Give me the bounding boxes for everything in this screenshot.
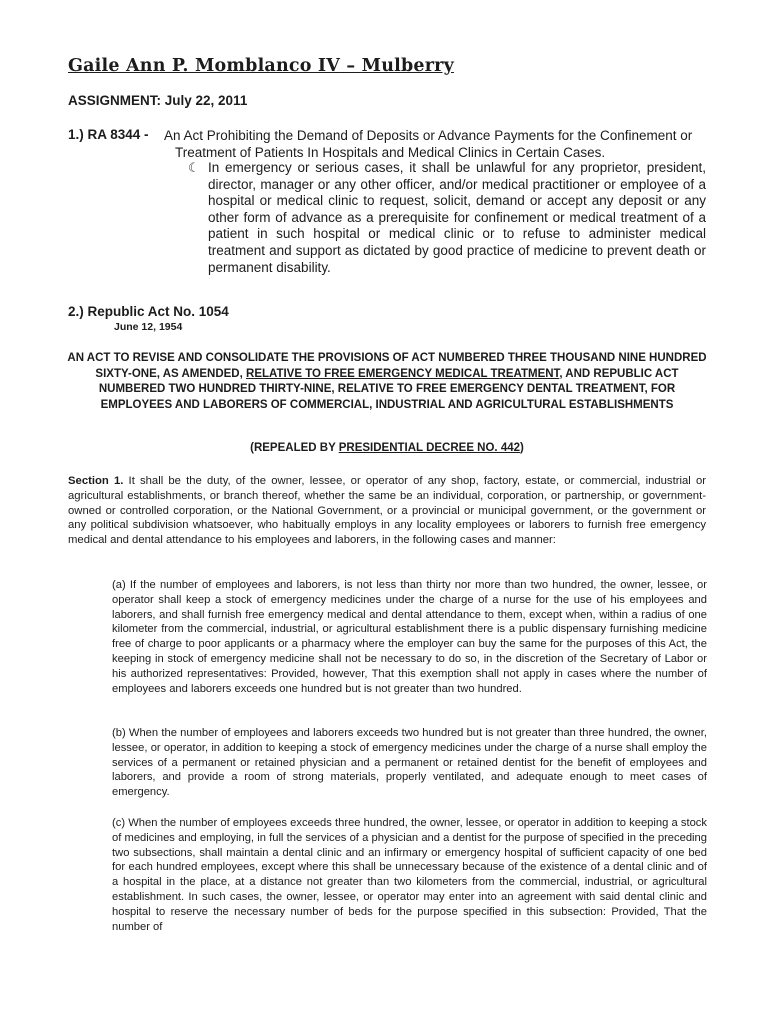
act-title-part1: AN ACT TO REVISE AND CONSOLIDATE THE PROVISIONS OF ACT NUMBERED THREE THOUSAND NINE HUNDRED SIXTY-ONE, AS AMENDED,	[67, 352, 707, 380]
author-heading	[68, 56, 454, 76]
item1-title-line2: Treatment of Patients In Hospitals and Medical Clinics in Certain Cases.	[175, 145, 606, 160]
author-separator: –	[340, 56, 362, 76]
repealed-decree: PRESIDENTIAL DECREE NO. 442	[338, 442, 521, 454]
section1-label: Section 1.	[68, 475, 124, 487]
item2-label: 2.) Republic Act No. 1054	[68, 304, 229, 319]
item1-bullet-text: In emergency or serious cases, it shall be unlawful for any proprietor, president, director, manager or any other officer, and/or medical practitioner or employee of a hospital or medical clinic to request, solicit, demand or accept any deposit or any other form of advance as a prerequisite for confinement or medical treatment of a patient in such hospital or medical clinic or to refuse to administer medical treatment and support as dictated by good practice of medicine to prevent death or permanent disability.	[208, 160, 706, 275]
author-heading-underlined	[68, 56, 454, 76]
subsection-b: (b) When the number of employees and laborers exceeds two hundred but is not greater than three hundred, the owner, lessee, or operator, in addition to keeping a stock of emergency medicines under the charge of a nurse shall employ the services of a permanent or retained physician and a permanent or retained dentist for the benefit of employees and laborers, and provide a room of strong materials, properly ventilated, and adequate enough to meet cases of emergency.	[112, 727, 707, 799]
repealed-suffix: )	[520, 442, 524, 454]
bullet-icon: ☾	[188, 160, 200, 175]
item1-title	[164, 127, 724, 161]
item1-label: 1.) RA 8344 -	[68, 127, 149, 142]
act-title-part2: , AND REPUBLIC ACT NUMBERED TWO HUNDRED THIRTY-NINE, RELATIVE TO FREE EMERGENCY DENTAL TREATMENT, FOR EMPLOYEES AND LABORERS OF COMMERCIAL, INDUSTRIAL AND AGRICULTURAL ESTABLISHMENTS	[98, 367, 679, 411]
section-name: Mulberry	[361, 56, 454, 76]
section1-paragraph	[68, 474, 706, 548]
subsection-a: (a) If the number of employees and laborers, is not less than thirty nor more than two hundred, the owner, lessee, or operator shall keep a stock of emergency medicines under the charge of a nurse for the use of his employees and laborers, and shall furnish free emergency medical and dental attendance to them, except when, within a radius of one kilometer from the commercial, industrial, or agricultural establishment there is a public dispensary furnishing medicine free of charge to poor applicants or a pharmacy where the employer can buy the same for the purposes of this Act, the keeping in stock of emergency medicine shall not be necessary to do so, in the discretion of the Secretary of Labor or his authorized representatives: Provided, however, That this exemption shall not apply in cases where the number of employees and laborers exceeds one hundred but is not greater than two hundred.	[112, 579, 707, 695]
repealed-prefix: (REPEALED BY	[250, 442, 339, 454]
assignment-date: ASSIGNMENT: July 22, 2011	[68, 93, 248, 108]
act-title	[64, 351, 710, 413]
subsection-c: (c) When the number of employees exceeds three hundred, the owner, lessee, or operator in addition to keeping a stock of medicines and employing, in full the services of a physician and a dentist for the purpose of specified in the preceding two subsections, shall maintain a dental clinic and an infirmary or emergency hospital of sufficient capacity of one bed for each hundred employees, except where this shall be unnecessary because of the existence of a dental clinic and of a hospital in the place, at a distance not greater than two kilometers from the commercial, industrial, or agricultural establishment. In such cases, the owner, lessee, or operator may enter into an agreement with said dental clinic and hospital to reserve the necessary number of beds for the purpose specified in this subsection: Provided, That the number of	[112, 817, 707, 933]
repealed-note	[64, 442, 710, 454]
section1-text: It shall be the duty, of the owner, lessee, or operator of any shop, factory, estate, or commercial, industrial or agricultural establishments, or branch thereof, whether the same be an individual, corporation, or partnership, or government-owned or controlled corporation, or the National Government, or a provincial or municipal government, or the government or any political subdivision whatsoever, who habitually employs in any locality employees or laborers to furnish free emergency medical and dental attendance to his employees and laborers, in the following cases and manner:	[68, 475, 706, 547]
act-title-underlined: RELATIVE TO FREE EMERGENCY MEDICAL TREATMENT	[246, 367, 560, 380]
item2-date: June 12, 1954	[114, 321, 183, 333]
item1-title-line1: An Act Prohibiting the Demand of Deposits or Advance Payments for the Confinement or	[164, 128, 693, 143]
author-name: Gaile Ann P. Momblanco IV	[68, 56, 341, 76]
